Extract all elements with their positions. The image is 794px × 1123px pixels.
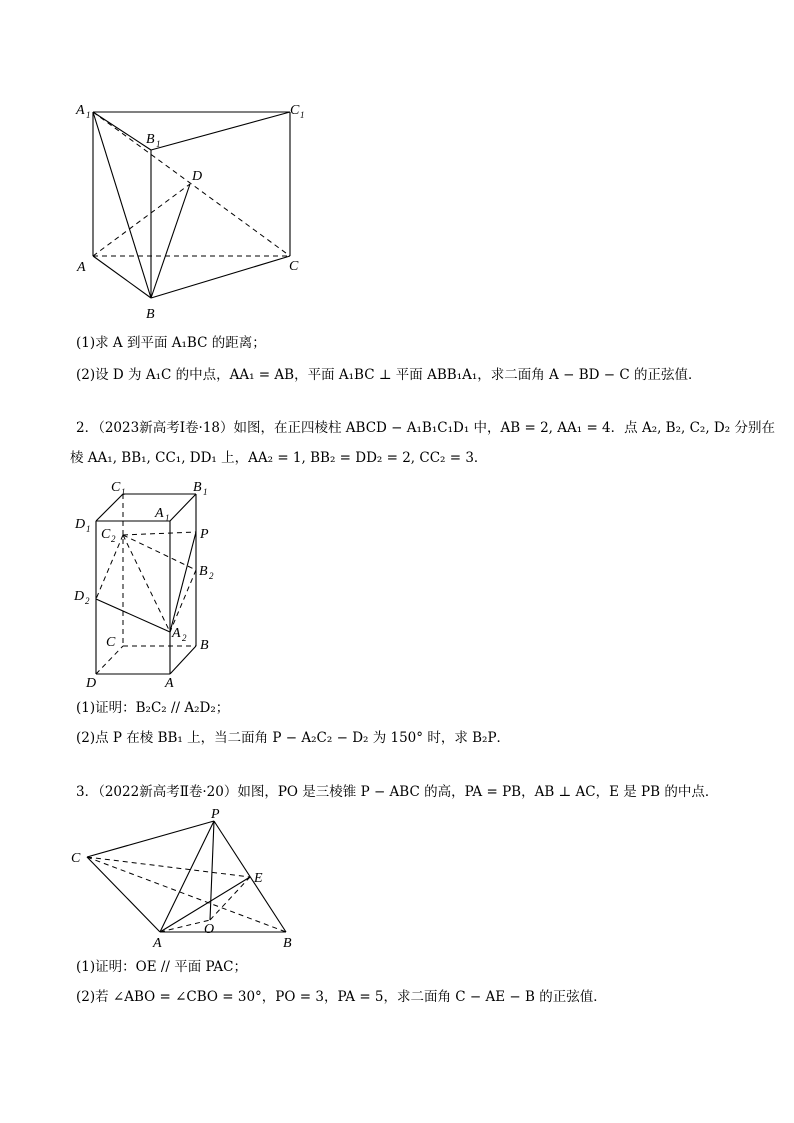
problem2-stem-line2: 棱 AA₁, BB₁, CC₁, DD₁ 上，AA₂ = 1, BB₂ = DD₂ = 2, CC₂ = 3．: [70, 450, 488, 466]
problem2-part2: (2)点 P 在棱 BB₁ 上，当二面角 P − A₂C₂ − D₂ 为 150° 时，求 B₂P．: [76, 730, 511, 746]
label-D: D: [192, 169, 203, 184]
figure-prism: [60, 90, 340, 330]
label-B1: B: [193, 480, 202, 495]
label-P: P: [200, 527, 209, 542]
svg-text:2: 2: [182, 633, 187, 643]
label-D2: D: [74, 589, 85, 604]
problem3-part2: (2)若 ∠ABO = ∠CBO = 30°，PO = 3，PA = 5，求二面角 C − AE − B 的正弦值．: [76, 989, 607, 1005]
label-B2: B: [199, 564, 208, 579]
label-A1: A: [76, 103, 85, 118]
label-C1: C: [290, 103, 300, 118]
svg-text:1: 1: [300, 110, 305, 120]
problem3-stem: 3．（2022新高考Ⅱ卷·20）如图，PO 是三棱锥 P − ABC 的高，PA = PB，AB ⊥ AC，E 是 PB 的中点．: [76, 784, 719, 800]
label-C: C: [106, 635, 116, 650]
svg-text:1: 1: [121, 487, 126, 497]
label-B: B: [283, 936, 292, 951]
problem2-stem-line1: 2．（2023新高考Ⅰ卷·18）如图，在正四棱柱 ABCD − A₁B₁C₁D₁ 中，AB = 2, AA₁ = 4．点 A₂, B₂, C₂, D₂ 分别在: [76, 420, 775, 436]
figure-square-prism: [70, 470, 230, 695]
label-C: C: [71, 851, 81, 866]
label-A2: A: [172, 626, 181, 641]
figure-pyramid: [65, 800, 305, 950]
label-C: C: [289, 259, 299, 274]
label-B: B: [200, 638, 209, 653]
svg-text:2: 2: [111, 534, 116, 544]
svg-text:1: 1: [156, 139, 161, 149]
label-A: A: [165, 676, 174, 691]
svg-text:1: 1: [165, 513, 170, 523]
label-B: B: [146, 307, 155, 322]
label-B1: B: [146, 132, 155, 147]
label-E: E: [254, 871, 263, 886]
label-O: O: [204, 922, 215, 937]
svg-text:1: 1: [86, 524, 91, 534]
label-D1: D: [75, 517, 86, 532]
problem1-part1: (1)求 A 到平面 A₁BC 的距离；: [76, 335, 266, 351]
label-A1: A: [155, 506, 164, 521]
svg-text:2: 2: [209, 571, 214, 581]
problem1-part2: (2)设 D 为 A₁C 的中点，AA₁ = AB，平面 A₁BC ⊥ 平面 ABB₁A₁，求二面角 A − BD − C 的正弦值．: [76, 367, 702, 383]
svg-text:2: 2: [85, 596, 90, 606]
problem2-part1: (1)证明：B₂C₂ // A₂D₂；: [76, 700, 230, 716]
label-A: A: [77, 260, 86, 275]
problem3-part1: (1)证明：OE // 平面 PAC；: [76, 959, 247, 975]
label-A: A: [153, 936, 162, 951]
label-P: P: [211, 807, 220, 822]
svg-text:1: 1: [203, 487, 208, 497]
label-C2: C: [101, 527, 111, 542]
svg-text:1: 1: [86, 110, 91, 120]
label-C1: C: [111, 480, 121, 495]
label-D: D: [86, 676, 97, 691]
